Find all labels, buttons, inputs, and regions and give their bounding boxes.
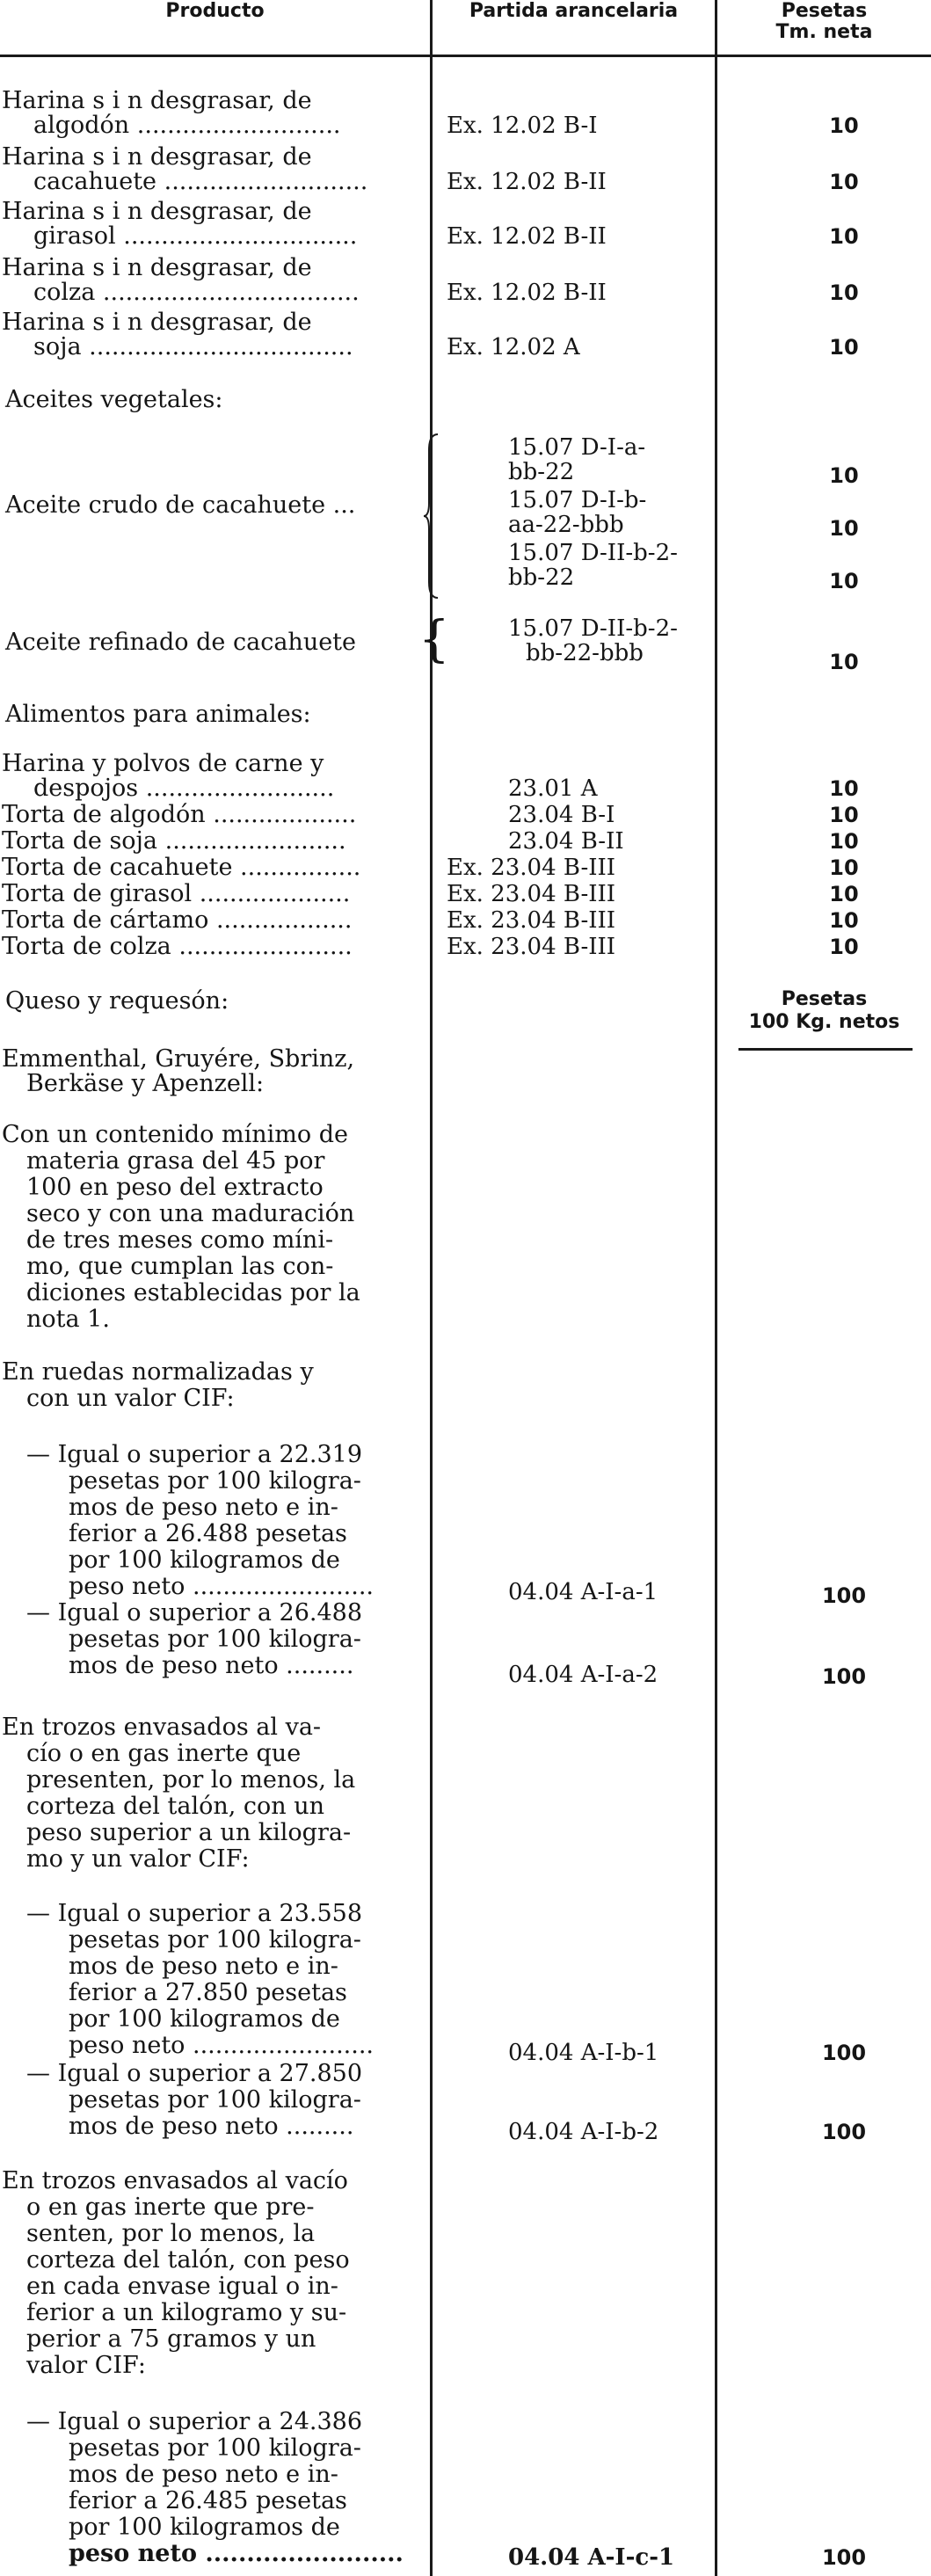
item-code: 04.04 A-I-c-1 [508,2544,675,2571]
aceite-crudo-code: 15.07 D-II-b-2- [508,540,678,566]
item-line: mos de peso neto e in- [69,2461,338,2488]
harina-line1: Harina s i n desgrasar, de [2,198,312,225]
item-line: ferior a 27.850 pesetas [69,1979,347,2006]
header-tm-neta: Tm. neta [775,21,873,43]
item-line: pesetas por 100 kilogra- [69,1926,361,1954]
harina-value: 10 [829,113,859,138]
alimento-line1: Torta de colza ....................... [2,933,353,960]
unit-rule [738,1048,913,1051]
trozos2-line: senten, por lo menos, la [26,2220,316,2247]
harina-code: Ex. 12.02 B-I [447,113,598,139]
harina-line2: cacahuete ........................... [33,168,368,195]
alimento-line1: Torta de cártamo .................. [2,906,353,934]
item-line: por 100 kilogramos de [69,2005,340,2033]
alimento-code: 23.04 B-II [508,828,624,855]
item-line: — Igual o superior a 26.488 [26,1599,363,1626]
item-line: ferior a 26.485 pesetas [69,2487,347,2514]
item-line: — Igual o superior a 27.850 [26,2060,363,2087]
trozos2-line: corteza del talón, con peso [26,2246,350,2274]
harina-line2: colza .................................. [33,279,360,306]
alimento-code: Ex. 23.04 B-III [447,881,616,907]
harina-code: Ex. 12.02 A [447,334,580,360]
aceite-refinado-code: 15.07 D-II-b-2- [508,615,678,642]
contenido-line: 100 en peso del extracto [26,1174,324,1201]
emmenthal-line: Emmenthal, Gruyére, Sbrinz, [2,1045,355,1073]
brace-refinado: { [418,611,450,668]
harina-value: 10 [829,224,859,249]
item-line: pesetas por 100 kilogra- [69,2086,361,2114]
item-line: ferior a 26.488 pesetas [69,1520,347,1547]
item-code: 04.04 A-I-a-1 [508,1579,658,1605]
aceite-crudo-code: bb-22 [508,564,575,591]
aceite-crudo-code: aa-22-bbb [508,512,624,538]
unit2-pesetas: Pesetas [781,988,868,1010]
item-value: 100 [821,1664,867,1689]
column-rule-left [430,0,433,2576]
contenido-line: mo, que cumplan las con- [26,1253,334,1280]
trozos1-line: corteza del talón, con un [26,1793,325,1820]
item-value: 100 [821,1583,867,1608]
harina-line2: girasol ............................... [33,222,358,250]
trozos2-line: o en gas inerte que pre- [26,2194,315,2221]
aceite-crudo-code: 15.07 D-I-b- [508,487,647,513]
aceite-crudo-value: 10 [829,516,859,541]
alimento-line1: Torta de soja ........................ [2,827,346,855]
item-line: mos de peso neto ......... [69,1652,354,1679]
header-partida: Partida arancelaria [469,0,679,22]
emmenthal-line: Berkäse y Apenzell: [26,1070,265,1097]
item-line: peso neto ........................ [69,2540,404,2567]
item-line: mos de peso neto e in- [69,1494,338,1521]
item-line: pesetas por 100 kilogra- [69,1467,361,1495]
harina-line1: Harina s i n desgrasar, de [2,87,312,114]
aceite-crudo-value: 10 [829,463,859,488]
item-line: — Igual o superior a 22.319 [26,1441,363,1468]
alimento-value: 10 [829,908,859,933]
alimento-value: 10 [829,829,859,854]
alimento-line2: despojos ......................... [33,775,335,802]
contenido-line: Con un contenido mínimo de [2,1121,348,1148]
harina-line1: Harina s i n desgrasar, de [2,309,312,336]
item-line: peso neto ........................ [69,2032,374,2059]
harina-code: Ex. 12.02 B-II [447,223,607,250]
harina-line2: algodón ........................... [33,112,341,139]
harina-line1: Harina s i n desgrasar, de [2,254,312,281]
item-code: 04.04 A-I-b-1 [508,2040,659,2066]
ruedas-line: En ruedas normalizadas y [2,1358,314,1386]
ruedas-line: con un valor CIF: [26,1385,235,1412]
harina-code: Ex. 12.02 B-II [447,169,607,195]
alimento-code: Ex. 23.04 B-III [447,855,616,881]
alimento-code: 23.04 B-I [508,802,615,828]
harina-line1: Harina s i n desgrasar, de [2,143,312,171]
item-value: 100 [821,2041,867,2065]
item-line: por 100 kilogramos de [69,1546,340,1574]
aceite-crudo-label: Aceite crudo de cacahuete ... [5,491,356,519]
item-line: por 100 kilogramos de [69,2514,340,2541]
item-line: pesetas por 100 kilogra- [69,1626,361,1653]
aceites-title: Aceites vegetales: [5,386,223,413]
trozos2-line: perior a 75 gramos y un [26,2325,316,2353]
item-value: 100 [821,2120,867,2144]
harina-value: 10 [829,170,859,194]
alimento-code: Ex. 23.04 B-III [447,907,616,934]
header-producto: Producto [165,0,265,22]
trozos1-line: cío o en gas inerte que [26,1740,302,1767]
header-rule [0,55,931,57]
alimento-line1: Torta de girasol .................... [2,880,351,907]
aceite-crudo-code: bb-22 [508,459,575,485]
item-code: 04.04 A-I-b-2 [508,2119,659,2145]
harina-value: 10 [829,280,859,305]
aceite-crudo-code: 15.07 D-I-a- [508,434,646,461]
trozos1-line: En trozos envasados al va- [2,1714,322,1741]
alimento-value: 10 [829,776,859,801]
trozos2-line: valor CIF: [26,2352,146,2379]
header-pesetas: Pesetas [781,0,868,22]
alimento-value: 10 [829,855,859,880]
trozos1-line: peso superior a un kilogra- [26,1819,352,1846]
contenido-line: seco y con una maduración [26,1200,355,1227]
alimentos-title: Alimentos para animales: [5,701,311,728]
trozos1-line: mo y un valor CIF: [26,1845,250,1873]
trozos2-line: en cada envase igual o in- [26,2273,338,2300]
item-line: — Igual o superior a 24.386 [26,2408,363,2435]
aceite-crudo-value: 10 [829,569,859,593]
alimento-code: 23.01 A [508,775,598,802]
alimento-line1: Torta de cacahuete ................ [2,854,361,881]
harina-line2: soja ................................... [33,333,353,360]
contenido-line: de tres meses como míni- [26,1226,334,1254]
alimento-value: 10 [829,882,859,906]
item-line: peso neto ........................ [69,1573,374,1600]
contenido-line: nota 1. [26,1306,110,1333]
contenido-line: diciones establecidas por la [26,1279,360,1306]
column-rule-right [715,0,717,2576]
unit2-kg-netos: 100 Kg. netos [748,1011,900,1033]
contenido-line: materia grasa del 45 por [26,1147,325,1175]
alimento-code: Ex. 23.04 B-III [447,934,616,960]
trozos2-line: En trozos envasados al vacío [2,2167,348,2194]
harina-value: 10 [829,335,859,360]
queso-title: Queso y requesón: [5,987,229,1015]
item-line: mos de peso neto ......... [69,2113,354,2140]
alimento-value: 10 [829,803,859,827]
aceite-refinado-value: 10 [829,650,859,674]
harina-code: Ex. 12.02 B-II [447,280,607,306]
alimento-line1: Harina y polvos de carne y [2,750,324,777]
item-value: 100 [821,2545,867,2570]
item-line: — Igual o superior a 23.558 [26,1900,363,1927]
alimento-value: 10 [829,935,859,959]
trozos1-line: presenten, por lo menos, la [26,1766,356,1794]
item-line: mos de peso neto e in- [69,1953,338,1980]
aceite-refinado-label: Aceite refinado de cacahuete [5,629,357,656]
item-code: 04.04 A-I-a-2 [508,1662,658,1688]
trozos2-line: ferior a un kilogramo y su- [26,2299,347,2326]
brace-crudo [424,433,441,600]
alimento-line1: Torta de algodón ................... [2,801,357,828]
aceite-refinado-code: bb-22-bbb [526,640,644,666]
item-line: pesetas por 100 kilogra- [69,2434,361,2462]
